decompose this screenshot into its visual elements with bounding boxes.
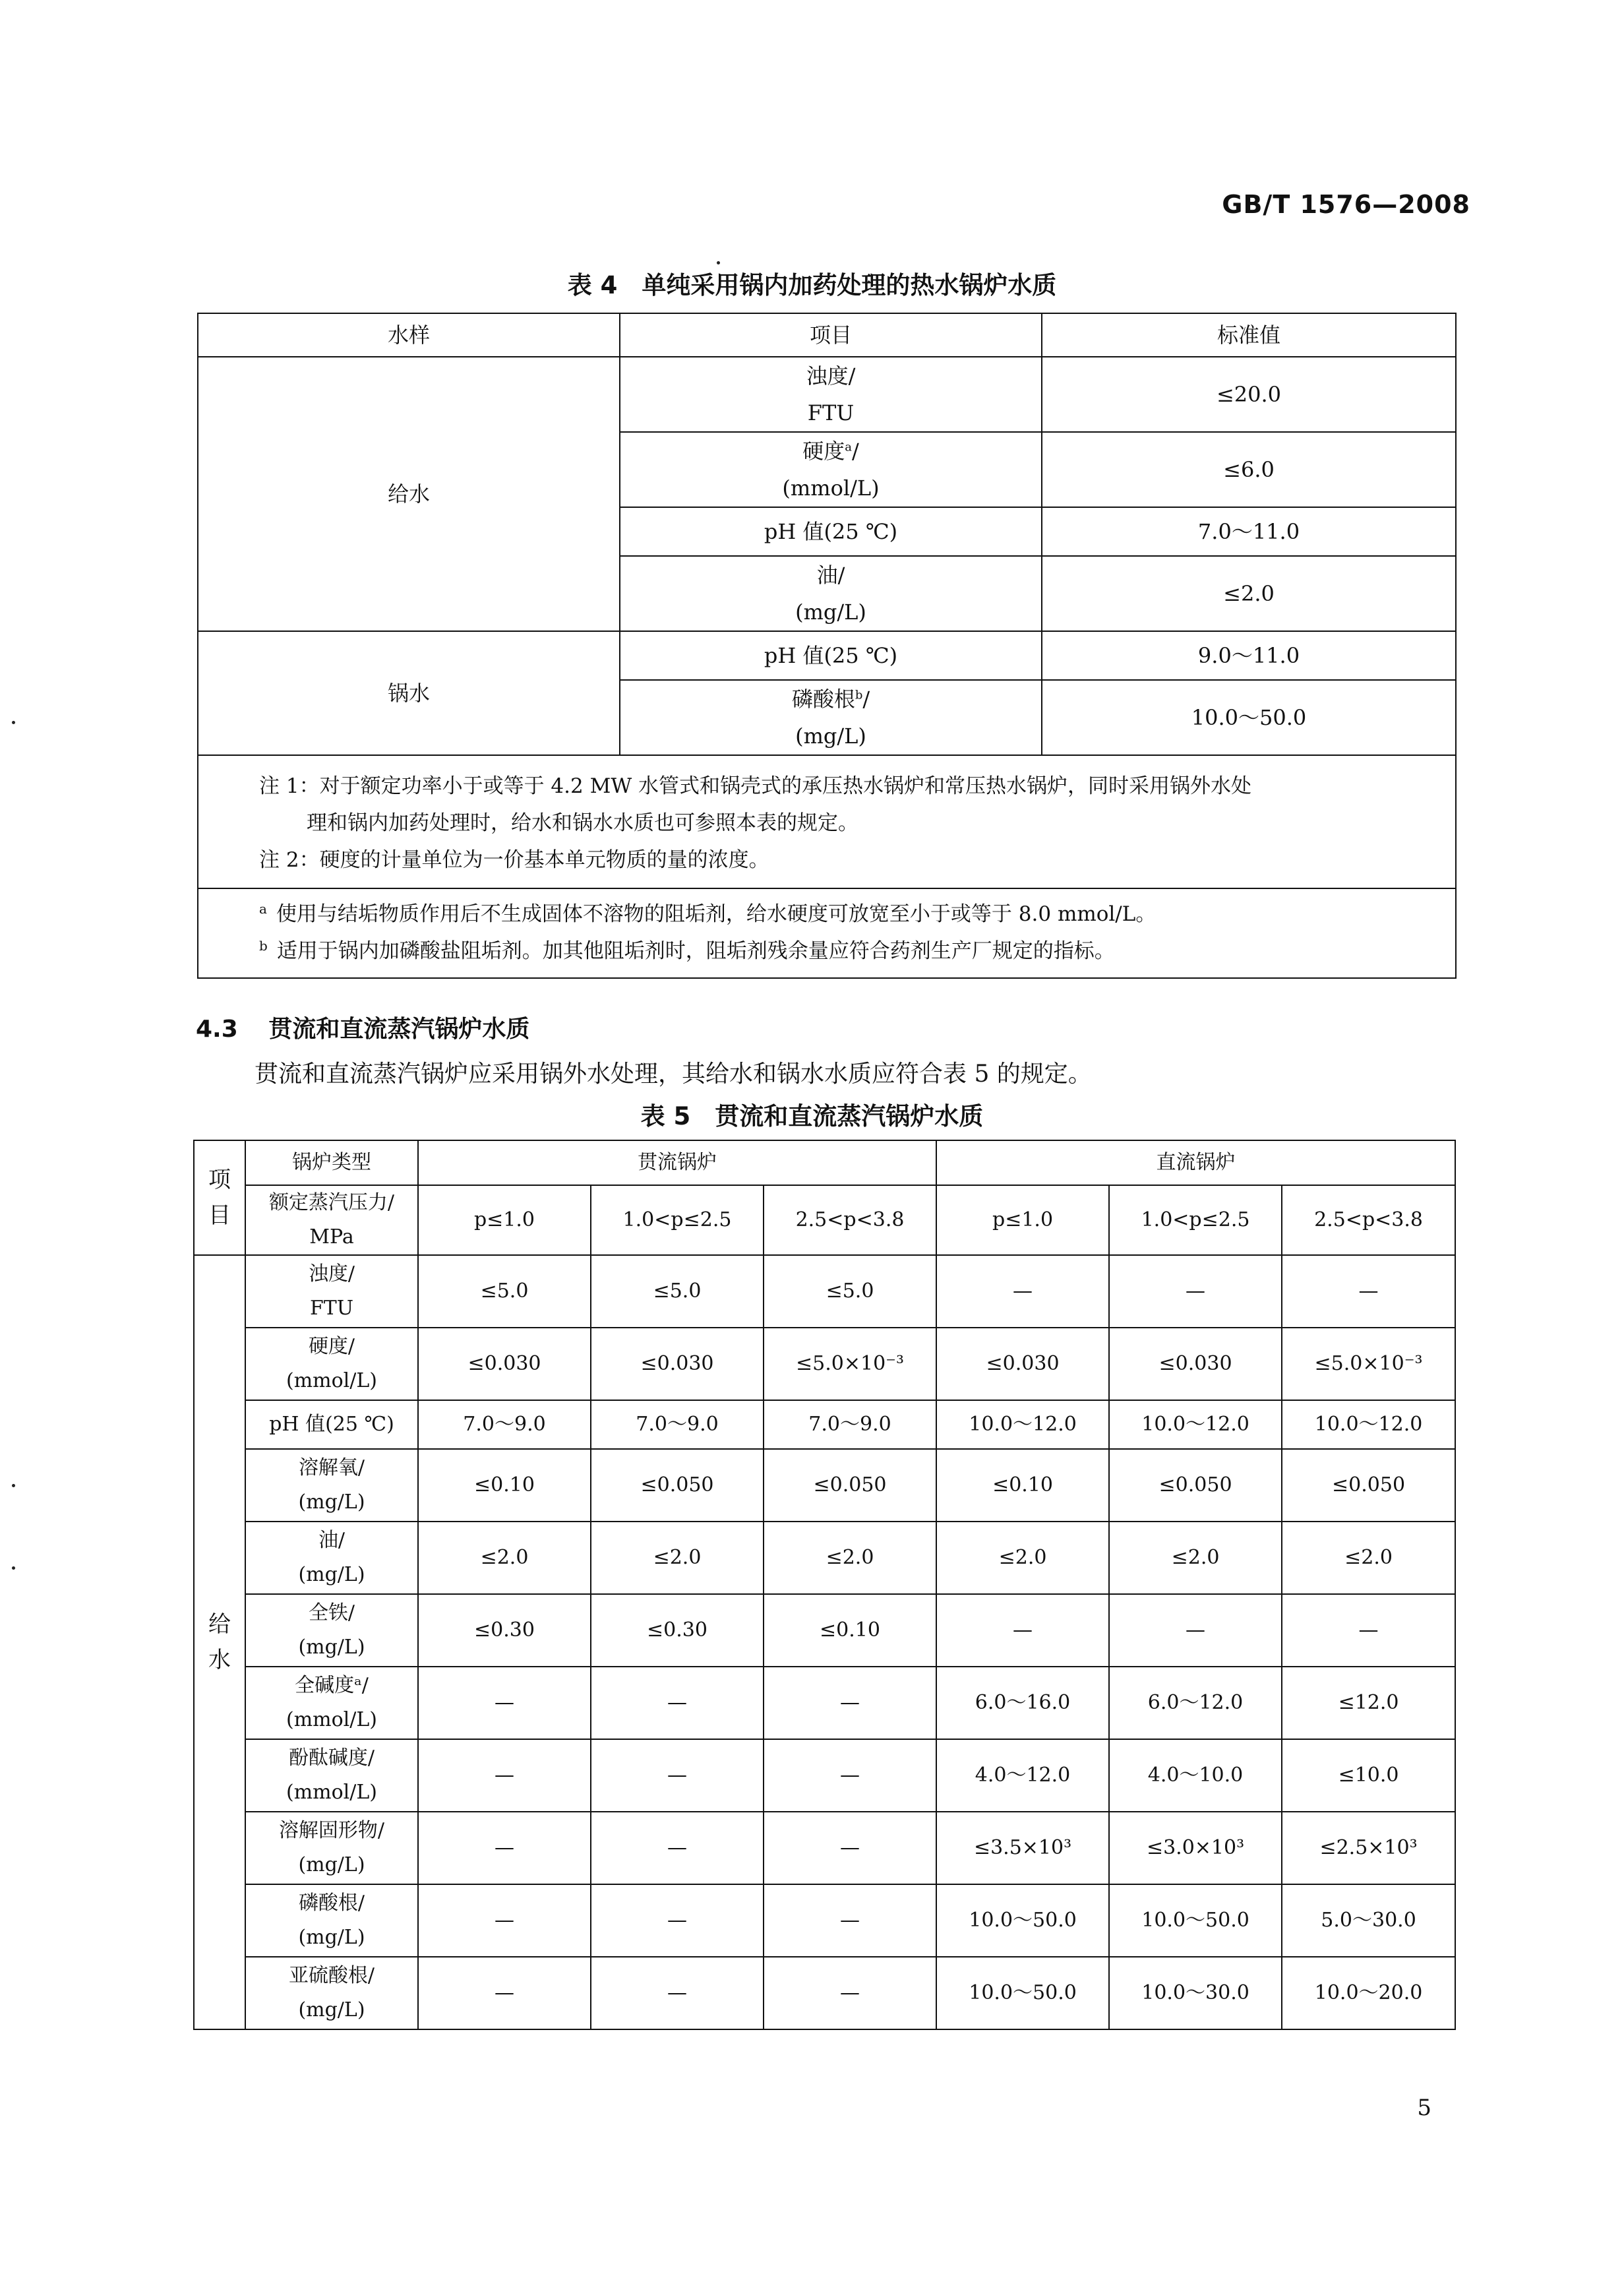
table-row xyxy=(194,1255,1455,1328)
table5-value: 10.0～12.0 xyxy=(1109,1400,1282,1449)
table4 xyxy=(197,313,1457,979)
table5-pressure-col: p≤1.0 xyxy=(418,1185,591,1255)
pressure-line-1: 额定蒸汽压力/ xyxy=(268,1191,395,1214)
table5-body xyxy=(194,1255,1455,2029)
page-number: 5 xyxy=(1417,2095,1431,2121)
table4-value: ≤20.0 xyxy=(1042,357,1456,432)
table4-header-sample: 水样 xyxy=(198,313,620,357)
item-line-1: 油/ xyxy=(816,563,845,588)
table5-value: ≤0.10 xyxy=(936,1449,1109,1522)
section-heading xyxy=(196,1010,529,1044)
item-line-2: (mmol/L) xyxy=(286,1708,377,1731)
table5-value: ≤0.030 xyxy=(1109,1328,1282,1400)
table5-value: ≤2.5×10³ xyxy=(1282,1812,1455,1884)
note-2: 注 2：硬度的计量单位为一价基本单元物质的量的浓度。 xyxy=(259,848,769,872)
table5 xyxy=(193,1140,1456,2030)
table5-value: — xyxy=(591,1667,764,1739)
item-line-2: (mg/L) xyxy=(298,1853,365,1876)
table5-value: ≤3.0×10³ xyxy=(1109,1812,1282,1884)
corner-line-2: 目 xyxy=(208,1202,231,1229)
table-row xyxy=(194,1449,1455,1522)
table4-footnotes-row xyxy=(198,888,1456,978)
table5-value: — xyxy=(764,1957,936,2029)
section-title: 贯流和直流蒸汽锅炉水质 xyxy=(268,1016,530,1043)
table5-value: — xyxy=(418,1667,591,1739)
document-number: GB/T 1576—2008 xyxy=(1222,190,1470,219)
footnote-a xyxy=(259,896,1435,933)
table4-header-item: 项目 xyxy=(620,313,1042,357)
item-line-1: 油/ xyxy=(318,1529,346,1552)
item-line-2: (mg/L) xyxy=(298,1563,365,1586)
table5-value: ≤2.0 xyxy=(764,1522,936,1594)
table4-notes-row xyxy=(198,755,1456,888)
footnote-b xyxy=(259,933,1435,970)
footnote-mark: b xyxy=(259,937,268,954)
footnote-text: 使用与结垢物质作用后不生成固体不溶物的阻垢剂，给水硬度可放宽至小于或等于 8.0 mmol/L。 xyxy=(276,902,1157,926)
table5-value: ≤0.050 xyxy=(591,1449,764,1522)
table5-value: — xyxy=(418,1884,591,1957)
table5-value: — xyxy=(764,1884,936,1957)
table5-item xyxy=(245,1449,418,1522)
item-line-2: (mmol/L) xyxy=(782,476,880,501)
table5-boiler-type-label: 锅炉类型 xyxy=(245,1140,418,1185)
table5-value: ≤0.030 xyxy=(591,1328,764,1400)
table5-value: — xyxy=(1109,1594,1282,1667)
table5-group-once-through: 贯流锅炉 xyxy=(418,1140,936,1185)
table5-pressure-col: p≤1.0 xyxy=(936,1185,1109,1255)
table4-value: 7.0～11.0 xyxy=(1042,507,1456,556)
table5-value: 10.0～20.0 xyxy=(1282,1957,1455,2029)
item-line-1: 全碱度ᵃ/ xyxy=(295,1674,369,1697)
item-line-1: 磷酸根/ xyxy=(298,1892,365,1915)
table5-value: ≤5.0 xyxy=(418,1255,591,1328)
item-line-2: (mg/L) xyxy=(298,1491,365,1514)
table5-value: ≤5.0×10⁻³ xyxy=(764,1328,936,1400)
item-line-2: (mg/L) xyxy=(795,724,866,749)
item-line-1: 浊度/ xyxy=(806,363,856,388)
table5-value: 4.0～12.0 xyxy=(936,1739,1109,1812)
item-line-1 xyxy=(620,681,1041,718)
table5-value: ≤10.0 xyxy=(1282,1739,1455,1812)
footnote-mark: a xyxy=(259,900,267,917)
table5-value: ≤0.30 xyxy=(591,1594,764,1667)
table-row xyxy=(198,631,1456,680)
table5-value: ≤2.0 xyxy=(1282,1522,1455,1594)
table5-value: 10.0～30.0 xyxy=(1109,1957,1282,2029)
note-1-line-1: 注 1：对于额定功率小于或等于 4.2 MW 水管式和锅壳式的承压热水锅炉和常压热水锅炉，同时采用锅外水处 xyxy=(259,774,1252,798)
table5-caption: 表 5 贯流和直流蒸汽锅炉水质 xyxy=(640,1102,984,1130)
table4-value: ≤6.0 xyxy=(1042,432,1456,507)
table5-value: 10.0～12.0 xyxy=(936,1400,1109,1449)
group-line-2: 水 xyxy=(208,1647,231,1673)
table5-pressure-col: 2.5<p<3.8 xyxy=(1282,1185,1455,1255)
item-line-1: 硬度/ xyxy=(308,1335,355,1358)
table5-value: ≤5.0×10⁻³ xyxy=(1282,1328,1455,1400)
item-text: 磷酸根 xyxy=(791,687,855,712)
table5-value: 10.0～50.0 xyxy=(936,1884,1109,1957)
footnote-text: 适用于锅内加磷酸盐阻垢剂。加其他阻垢剂时，阻垢剂残余量应符合药剂生产厂规定的指标。 xyxy=(276,939,1115,963)
table5-item xyxy=(245,1812,418,1884)
item-line-1: 溶解氧/ xyxy=(298,1456,365,1479)
item-line-2: FTU xyxy=(309,1297,354,1320)
table-row xyxy=(194,1884,1455,1957)
table5-value: ≤5.0 xyxy=(591,1255,764,1328)
table5-pressure-col: 2.5<p<3.8 xyxy=(764,1185,936,1255)
table5-value: 4.0～10.0 xyxy=(1109,1739,1282,1812)
table5-value: ≤2.0 xyxy=(591,1522,764,1594)
table5-value: 7.0～9.0 xyxy=(764,1400,936,1449)
table-row xyxy=(198,357,1456,432)
table5-value: ≤0.10 xyxy=(764,1594,936,1667)
table4-header-standard: 标准值 xyxy=(1042,313,1456,357)
table5-pressure-label xyxy=(245,1185,418,1255)
table5-value: — xyxy=(591,1739,764,1812)
table-row xyxy=(194,1522,1455,1594)
table5-pressure-col: 1.0<p≤2.5 xyxy=(1109,1185,1282,1255)
table5-value: 6.0～12.0 xyxy=(1109,1667,1282,1739)
table5-group-feedwater xyxy=(194,1255,245,2029)
table5-item xyxy=(245,1328,418,1400)
table5-value: — xyxy=(936,1594,1109,1667)
table5-item xyxy=(245,1400,418,1449)
table-row xyxy=(194,1328,1455,1400)
table5-item xyxy=(245,1667,418,1739)
item-line-1: 溶解固形物/ xyxy=(278,1819,385,1842)
table4-footnotes xyxy=(198,888,1456,978)
table5-value: 10.0～50.0 xyxy=(1109,1884,1282,1957)
table4-item: pH 值(25 ℃) xyxy=(620,631,1042,680)
table5-value: — xyxy=(764,1812,936,1884)
table5-value: 7.0～9.0 xyxy=(591,1400,764,1449)
item-line-2: (mmol/L) xyxy=(286,1781,377,1804)
table5-item xyxy=(245,1957,418,2029)
table5-item xyxy=(245,1522,418,1594)
table-row xyxy=(194,1667,1455,1739)
table4-caption: 表 4 单纯采用锅内加药处理的热水锅炉水质 xyxy=(567,271,1057,299)
table5-value: ≤2.0 xyxy=(1109,1522,1282,1594)
item-line-1: 亚硫酸根/ xyxy=(288,1964,375,1987)
footnote-mark: b xyxy=(855,688,863,702)
table5-value: — xyxy=(1109,1255,1282,1328)
table4-notes xyxy=(198,755,1456,888)
table-row xyxy=(194,1957,1455,2029)
table5-value: ≤5.0 xyxy=(764,1255,936,1328)
table5-value: ≤0.10 xyxy=(418,1449,591,1522)
table5-pressure-col: 1.0<p≤2.5 xyxy=(591,1185,764,1255)
table5-value: — xyxy=(418,1957,591,2029)
table5-value: — xyxy=(936,1255,1109,1328)
table5-value: — xyxy=(591,1884,764,1957)
section-paragraph: 贯流和直流蒸汽锅炉应采用锅外水处理，其给水和锅水水质应符合表 5 的规定。 xyxy=(255,1061,1092,1088)
table5-value: 10.0～12.0 xyxy=(1282,1400,1455,1449)
scan-speck xyxy=(12,1484,15,1487)
pressure-line-2: MPa xyxy=(309,1225,354,1248)
table4-item xyxy=(620,357,1042,432)
table4-item xyxy=(620,556,1042,631)
table4-header-row xyxy=(198,313,1456,357)
item-text: 硬度 xyxy=(802,439,845,464)
table5-item xyxy=(245,1594,418,1667)
table4-item xyxy=(620,432,1042,507)
table5-value: ≤12.0 xyxy=(1282,1667,1455,1739)
table-row xyxy=(194,1400,1455,1449)
table-row xyxy=(194,1812,1455,1884)
table5-value: — xyxy=(591,1812,764,1884)
item-line-1: 全铁/ xyxy=(308,1601,355,1624)
table4-value: 9.0～11.0 xyxy=(1042,631,1456,680)
table5-value: ≤0.30 xyxy=(418,1594,591,1667)
item-slash: / xyxy=(862,687,870,712)
group-line-1: 给 xyxy=(208,1611,231,1638)
table5-value: ≤2.0 xyxy=(418,1522,591,1594)
table5-value: — xyxy=(591,1957,764,2029)
item-line-1: pH 值(25 ℃) xyxy=(269,1413,394,1436)
item-line-1: 浊度/ xyxy=(308,1262,355,1285)
table5-item xyxy=(245,1255,418,1328)
note-1-line-2: 理和锅内加药处理时，给水和锅水水质也可参照本表的规定。 xyxy=(307,811,858,835)
table-row xyxy=(194,1594,1455,1667)
table5-value: ≤0.050 xyxy=(764,1449,936,1522)
section-number: 4.3 xyxy=(196,1016,238,1043)
corner-line-1: 项 xyxy=(208,1167,231,1193)
table5-value: — xyxy=(418,1812,591,1884)
scan-speck xyxy=(717,261,720,264)
table4-value: 10.0～50.0 xyxy=(1042,680,1456,755)
footnote-mark: a xyxy=(845,440,852,454)
table4-group-boilerwater: 锅水 xyxy=(198,631,620,755)
table5-value: 6.0～16.0 xyxy=(936,1667,1109,1739)
table4-item: pH 值(25 ℃) xyxy=(620,507,1042,556)
item-line-2: (mg/L) xyxy=(298,1926,365,1949)
table5-value: — xyxy=(418,1739,591,1812)
table5-item xyxy=(245,1739,418,1812)
table5-header-row-2 xyxy=(194,1185,1455,1255)
table5-corner-item xyxy=(194,1140,245,1255)
scan-speck xyxy=(12,721,15,724)
item-line-2: (mg/L) xyxy=(298,1636,365,1659)
item-line-2: (mg/L) xyxy=(795,600,866,625)
item-line-2: FTU xyxy=(807,400,855,425)
table5-value: ≤0.030 xyxy=(418,1328,591,1400)
item-slash: / xyxy=(851,439,859,464)
item-line-1 xyxy=(620,433,1041,470)
item-line-1: 酚酞碱度/ xyxy=(288,1746,375,1770)
table5-value: — xyxy=(1282,1594,1455,1667)
table4-group-feedwater: 给水 xyxy=(198,357,620,631)
table5-value: 7.0～9.0 xyxy=(418,1400,591,1449)
table4-item xyxy=(620,680,1042,755)
table5-value: — xyxy=(764,1667,936,1739)
table5-header-row-1 xyxy=(194,1140,1455,1185)
table5-value: — xyxy=(764,1739,936,1812)
table-row xyxy=(194,1739,1455,1812)
table5-value: ≤0.050 xyxy=(1282,1449,1455,1522)
table5-group-direct-flow: 直流锅炉 xyxy=(936,1140,1455,1185)
table5-value: ≤3.5×10³ xyxy=(936,1812,1109,1884)
table5-value: 10.0～50.0 xyxy=(936,1957,1109,2029)
table5-value: ≤0.030 xyxy=(936,1328,1109,1400)
table5-value: ≤2.0 xyxy=(936,1522,1109,1594)
table5-value: 5.0～30.0 xyxy=(1282,1884,1455,1957)
table5-item xyxy=(245,1884,418,1957)
item-line-2: (mmol/L) xyxy=(286,1369,377,1392)
table5-value: ≤0.050 xyxy=(1109,1449,1282,1522)
item-line-2: (mg/L) xyxy=(298,1998,365,2021)
table5-value: — xyxy=(1282,1255,1455,1328)
scan-speck xyxy=(12,1566,15,1570)
table4-value: ≤2.0 xyxy=(1042,556,1456,631)
